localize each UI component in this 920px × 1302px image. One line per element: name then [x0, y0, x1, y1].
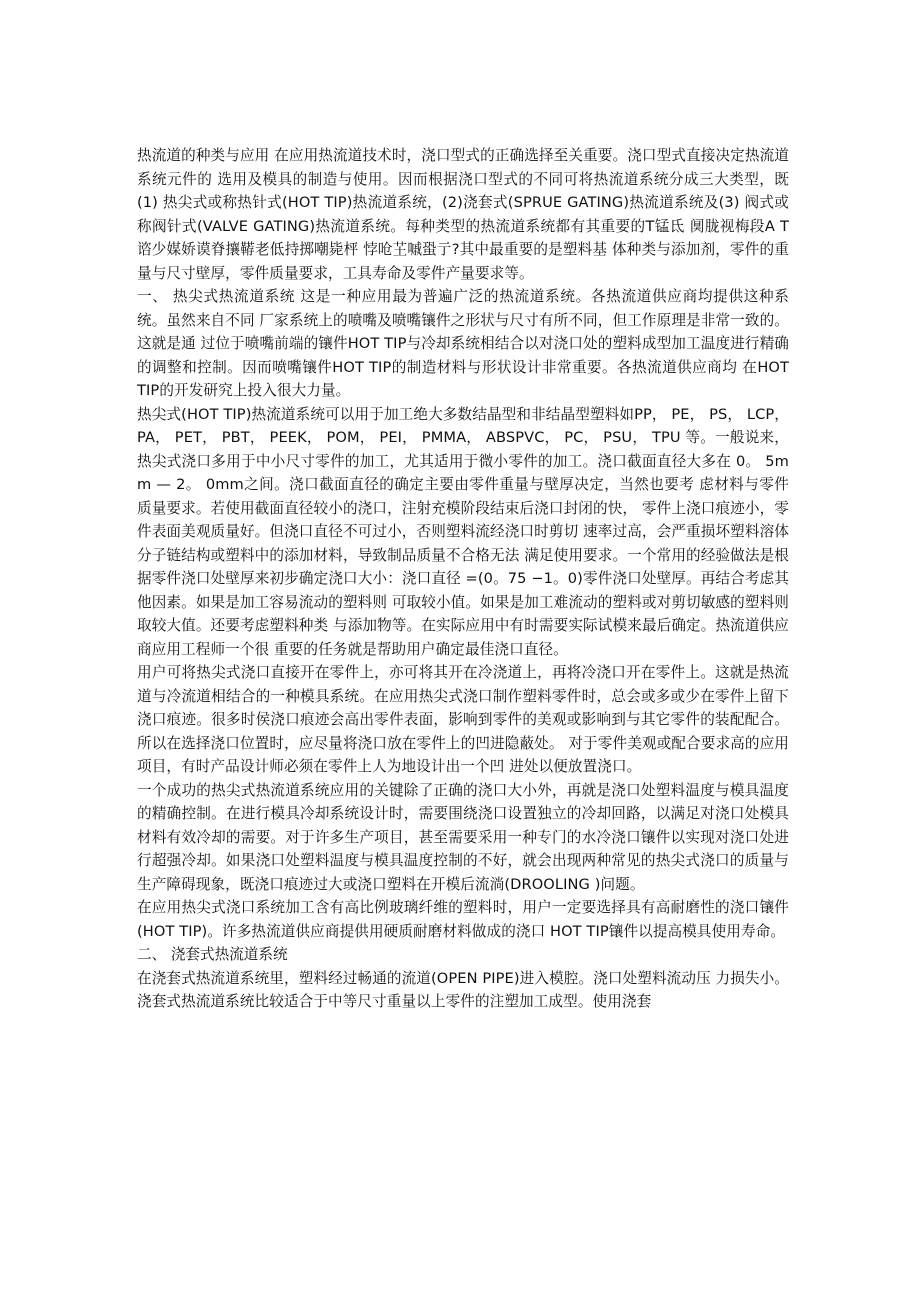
section-heading-sprue-gating: 二、 浇套式热流道系统	[137, 946, 288, 963]
paragraph-sprue-gating: 在浇套式热流道系统里，塑料经过畅通的流道(OPEN PIPE)进入模腔。浇口处塑料流动压 力损失小。浇套式热流道系统比较适合于中等尺寸重量以上零件的注塑加工成型。使用浇套	[137, 969, 789, 1010]
paragraph-intro: 热流道的种类与应用 在应用热流道技术时，浇口型式的正确选择至关重要。浇口型式直接决定热流道系统元件的 选用及模具的制造与使用。因而根据浇口型式的不同可将热流道系统分成三大类型，既(1) 热尖式或称热针式(HOT TIP)热流道系统，(2)浇套式(SPRUE GATING)热流道系统及(3) 阀式或称阀针式(VALVE GATING)热流道系统。每种类型的热流道系统都有其重要的T锰氐 阒胧视梅段A T谘少媒娇谟脊攘鞯老低持掷嘲毙枰 悖呛芏嘁蛩亍?其中最重要的是塑料基 体种类与添加剂，零件的重量与尺寸壁厚，零件质量要求，工具寿命及零件产量要求等。	[137, 147, 789, 282]
paragraph-gate-location: 用户可将热尖式浇口直接开在零件上，亦可将其开在冷浇道上，再将冷浇口开在零件上。这就是热流道与冷流道相结合的一种模具系统。在应用热尖式浇口制作塑料零件时，总会或多或少在零件上留下浇口痕迹。很多时侯浇口痕迹会高出零件表面，影响到零件的美观或影响到与其它零件的装配配合。所以在选择浇口位置时，应尽量将浇口放在零件上的凹进隐蔽处。 对于零件美观或配合要求高的应用项目，有时产品设计师必须在零件上人为地设计出一个凹 进处以便放置浇口。	[137, 664, 789, 775]
paragraph-hot-tip-materials: 热尖式(HOT TIP)热流道系统可以用于加工绝大多数结晶型和非结晶型塑料如PP， PE， PS， LCP， PA， PET， PBT， PEEK， POM， PEI， PMMA， ABSPVC， PC， PSU， TPU 等。一般说来， 热尖式浇口多用于中小尺寸零件的加工，尤其适用于微小零件的加工。浇口截面直径大多在 0。 5mm — 2。 0mm之间。浇口截面直径的确定主要由零件重量与壁厚决定，当然也要考 虑材料与零件质量要求。若使用截面直径较小的浇口，注射充模阶段结束后浇口封闭的快， 零件上浇口痕迹小，零件表面美观质量好。但浇口直径不可过小，否则塑料流经浇口时剪切 速率过高，会严重损坏塑料溶体分子链结构或塑料中的添加材料，导致制品质量不合格无法 满足使用要求。一个常用的经验做法是根据零件浇口处壁厚来初步确定浇口大小：浇口直径 =(0。75 −1。0)零件浇口处壁厚。再结合考虑其他因素。如果是加工容易流动的塑料则 可取较小值。如果是加工难流动的塑料或对剪切敏感的塑料则取较大值。还要考虑塑料种类 与添加物等。在实际应用中有时需要实际试模来最后确定。热流道供应商应用工程师一个很 重要的任务就是帮助用户确定最佳浇口直径。	[137, 405, 789, 658]
paragraph-temperature-control: 一个成功的热尖式热流道系统应用的关键除了正确的浇口大小外，再就是浇口处塑料温度与模具温度的精确控制。在进行模具冷却系统设计时，需要围绕浇口设置独立的冷却回路，以满足对浇口处模具材料有效冷却的需要。对于许多生产项目，甚至需要采用一种专门的水冷浇口镶件以实现对浇口处进行超强冷却。如果浇口处塑料温度与模具温度控制的不好，就会出现两种常见的热尖式浇口的质量与生产障碍现象，既浇口痕迹过大或浇口塑料在开模后流淌(DROOLING )问题。	[137, 781, 789, 893]
document-page	[137, 144, 789, 1014]
section-heading-hot-tip: 一、 热尖式热流道系统 这是一种应用最为普遍广泛的热流道系统。各热流道供应商均提供这种系统。虽然来自不同 厂家系统上的喷嘴及喷嘴镶件之形状与尺寸有所不同，但工作原理是非常一致的。这就是通 过位于喷嘴前端的镶件HOT TIP与冷却系统相结合以对浇口处的塑料成型加工温度进行精确 的调整和控制。因而喷嘴镶件HOT TIP的制造材料与形状设计非常重要。各热流道供应商均 在HOT TIP的开发研究上投入很大力量。	[137, 288, 789, 399]
paragraph-glass-fiber: 在应用热尖式浇口系统加工含有高比例玻璃纤维的塑料时，用户一定要选择具有高耐磨性的浇口镶件(HOT TIP)。许多热流道供应商提供用硬质耐磨材料做成的浇口 HOT TIP镶件以提高模具使用寿命。	[137, 899, 789, 940]
